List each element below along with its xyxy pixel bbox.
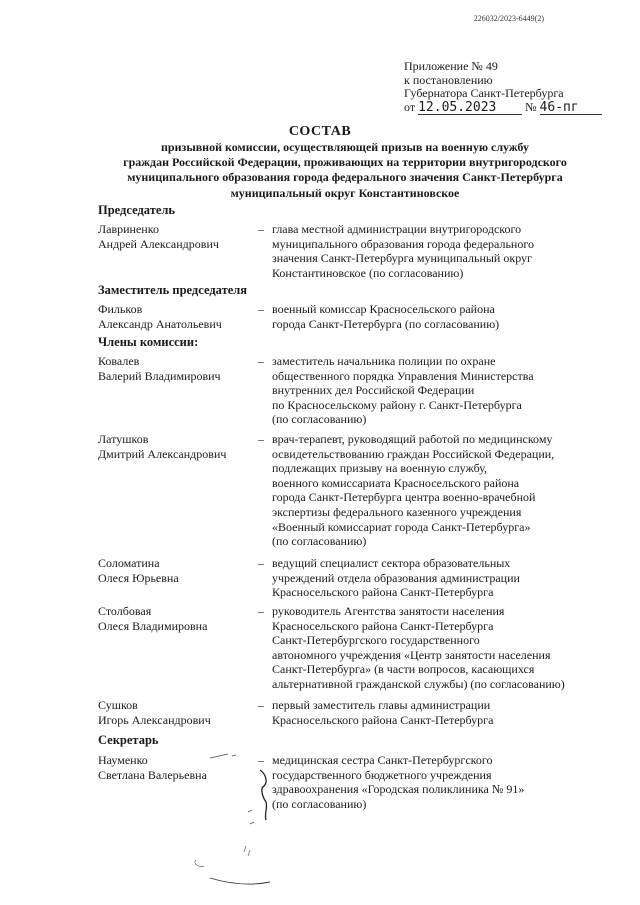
- position-line: муниципального образования города федерального: [272, 236, 534, 251]
- surname: Ковалев: [98, 354, 140, 368]
- given-names: Олеся Владимировна: [98, 618, 208, 633]
- position-line: Константиновское (по согласованию): [272, 265, 464, 280]
- position-line: Красносельского района Санкт-Петербурга: [272, 712, 494, 727]
- subtitle-line: призывной комиссии, осуществляющей призыв на военную службу: [161, 140, 529, 154]
- attachment-date-line: [404, 101, 614, 116]
- section-deputy: Заместитель председателя: [98, 283, 248, 297]
- position-line: города Санкт-Петербурга центра военно-врачебной: [272, 490, 536, 505]
- document-number: 226032/2023-6449(2): [473, 14, 544, 23]
- position-line: подлежащих призыву на военную службу,: [272, 461, 488, 476]
- given-names: Александр Анатольевич: [98, 316, 222, 331]
- given-names: Светлана Валерьевна: [98, 767, 207, 782]
- position-line: первый заместитель главы администрации: [272, 698, 491, 712]
- given-names: Олеся Юрьевна: [98, 570, 179, 585]
- surname: Столбовая: [98, 604, 152, 618]
- position-line: внутренних дел Российской Федерации: [272, 383, 475, 398]
- position-line: значения Санкт-Петербурга муниципальный округ: [272, 251, 532, 266]
- member-position: [272, 753, 618, 811]
- given-names: Игорь Александрович: [98, 712, 211, 727]
- surname: Лавриненко: [98, 222, 159, 236]
- given-names: Дмитрий Александрович: [98, 446, 227, 461]
- member-name: [98, 302, 258, 331]
- dash: –: [258, 556, 264, 570]
- member-name: [98, 604, 258, 633]
- dash: –: [258, 432, 264, 446]
- surname: Соломатина: [98, 556, 160, 570]
- position-line: альтернативной гражданской службы) (по согласованию): [272, 676, 565, 691]
- surname: Латушков: [98, 432, 149, 446]
- position-line: (по согласованию): [272, 412, 367, 427]
- position-line: врач-терапевт, руководящий работой по медицинскому: [272, 432, 553, 446]
- surname: Сушков: [98, 698, 138, 712]
- member-name: [98, 354, 258, 383]
- subtitle-line: муниципальный округ Константиновское: [230, 185, 460, 200]
- dash: –: [258, 222, 264, 236]
- position-line: общественного порядка Управления Министерства: [272, 368, 534, 383]
- dash: –: [258, 354, 264, 368]
- attachment-line-2: к постановлению: [404, 72, 493, 87]
- attachment-line-1: Приложение № 49: [404, 59, 498, 73]
- attachment-line-3: Губернатора Санкт-Петербурга: [404, 86, 564, 100]
- date-prefix: от: [404, 99, 416, 114]
- attachment-block: [404, 60, 614, 115]
- number-prefix: №: [525, 99, 537, 114]
- member-position: [272, 556, 618, 600]
- member-position: [272, 302, 618, 331]
- dash: –: [258, 698, 264, 712]
- decree-number: 46-пг: [540, 101, 602, 116]
- dash: –: [258, 753, 264, 767]
- surname: Фильков: [98, 302, 143, 316]
- surname: Науменко: [98, 753, 148, 767]
- member-position: [272, 432, 618, 549]
- position-line: глава местной администрации внутригородского: [272, 222, 522, 236]
- section-members: Члены комиссии:: [98, 335, 199, 349]
- member-name: [98, 556, 258, 585]
- position-line: по Красносельскому району г. Санкт-Петербурга: [272, 397, 522, 412]
- position-line: заместитель начальника полиции по охране: [272, 354, 496, 368]
- decree-date: 12.05.2023: [418, 101, 522, 116]
- position-line: города Санкт-Петербурга (по согласованию): [272, 316, 500, 331]
- given-names: Андрей Александрович: [98, 236, 219, 251]
- position-line: освидетельствованию граждан Российской Федерации,: [272, 446, 555, 461]
- member-position: [272, 354, 618, 427]
- section-chair: Председатель: [98, 203, 176, 217]
- section-secretary: Секретарь: [98, 733, 159, 747]
- dash: –: [258, 604, 264, 618]
- position-line: (по согласованию): [272, 534, 367, 549]
- member-name: [98, 432, 258, 461]
- position-line: военного комиссариата Красносельского района: [272, 475, 520, 490]
- position-line: Санкт-Петербургского государственного: [272, 633, 480, 648]
- position-line: военный комиссар Красносельского района: [272, 302, 495, 316]
- handwritten-signature: [170, 752, 280, 892]
- subtitle-line: граждан Российской Федерации, проживающих на территории внутригородского: [123, 155, 567, 170]
- position-line: Красносельского района Санкт-Петербурга: [272, 585, 494, 600]
- member-name: [98, 222, 258, 251]
- position-line: ведущий специалист сектора образовательных: [272, 556, 511, 570]
- member-name: [98, 698, 258, 727]
- subtitle-line: муниципального образования города федерального значения Санкт-Петербурга: [127, 170, 563, 185]
- position-line: государственного бюджетного учреждения: [272, 767, 492, 782]
- member-position: [272, 604, 618, 692]
- document-title: СОСТАВ: [288, 124, 352, 139]
- position-line: экспертизы федерального казенного учреждения: [272, 504, 522, 519]
- position-line: автономного учреждения «Центр занятости населения: [272, 647, 551, 662]
- position-line: Красносельского района Санкт-Петербурга: [272, 618, 494, 633]
- position-line: (по согласованию): [272, 796, 367, 811]
- given-names: Валерий Владимирович: [98, 368, 221, 383]
- dash: –: [258, 302, 264, 316]
- position-line: «Военный комиссариат города Санкт-Петербурга»: [272, 519, 531, 534]
- member-position: [272, 698, 618, 727]
- position-line: руководитель Агентства занятости населения: [272, 604, 505, 618]
- position-line: учреждений отдела образования администрации: [272, 570, 520, 585]
- position-line: здравоохранения «Городская поликлиника № 91»: [272, 782, 525, 797]
- position-line: Санкт-Петербурга» (в части вопросов, касающихся: [272, 662, 535, 677]
- position-line: медицинская сестра Санкт-Петербургского: [272, 753, 493, 767]
- document-subtitle: [80, 140, 610, 201]
- member-position: [272, 222, 618, 280]
